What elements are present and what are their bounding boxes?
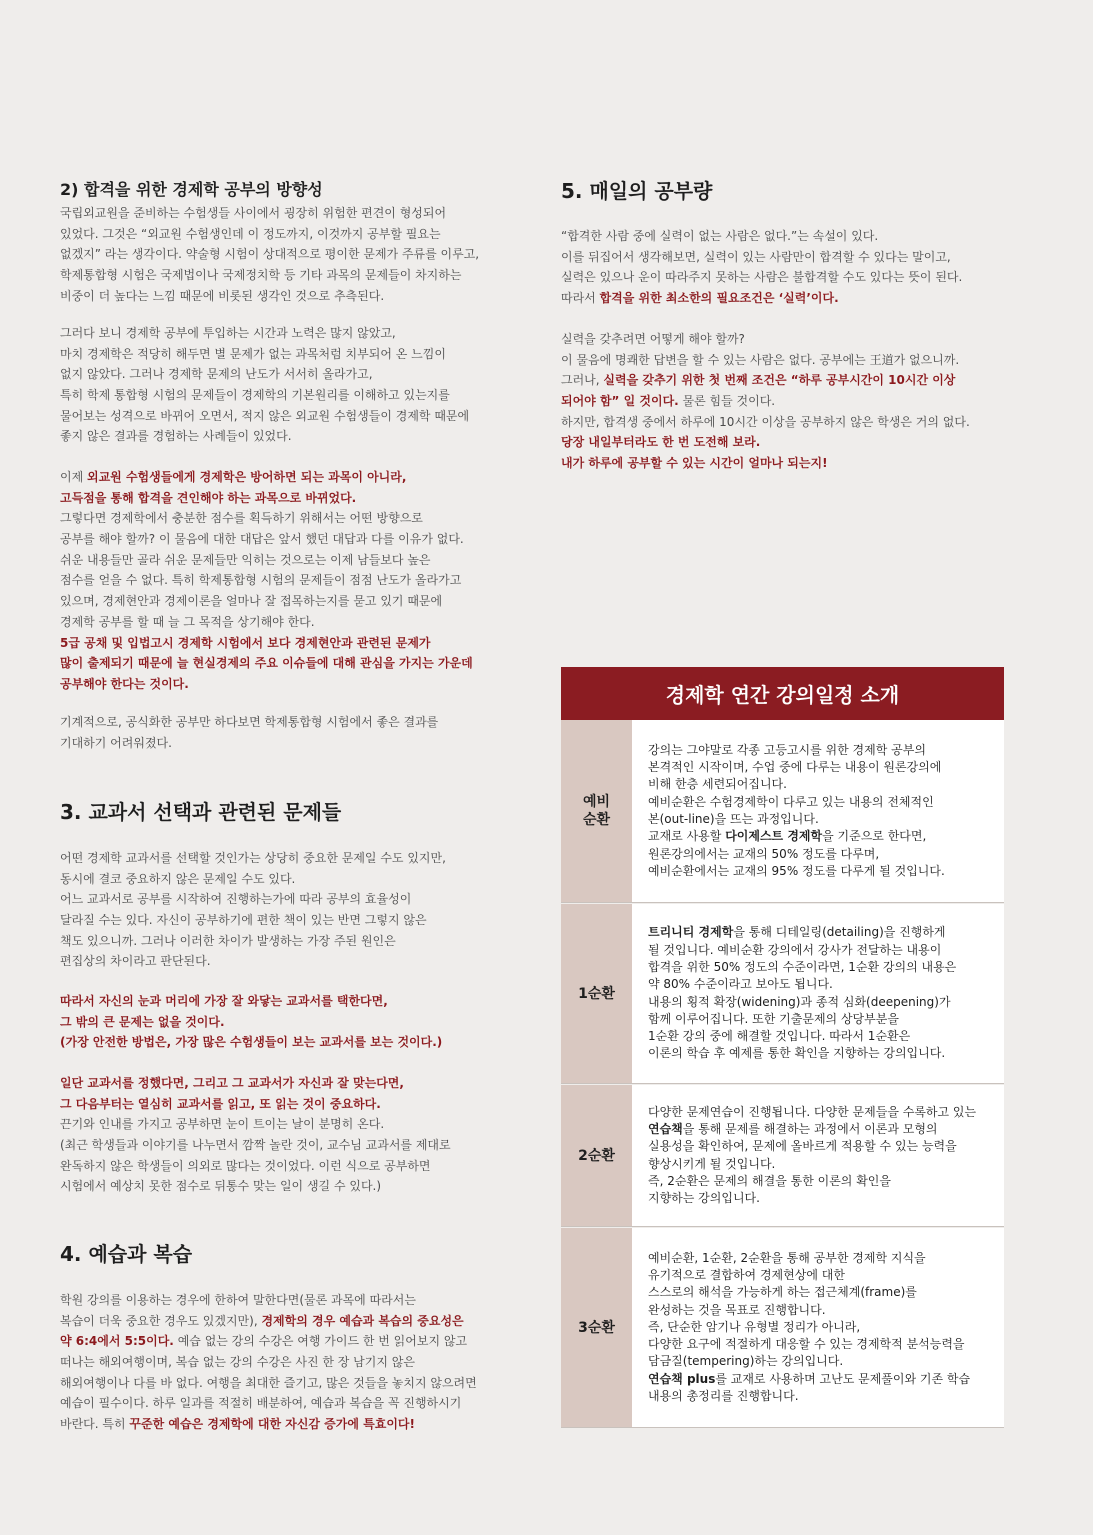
row-content [632,720,1004,902]
text-line: 향상시키게 될 것입니다. [648,1156,776,1171]
row-content [632,1228,1004,1427]
text-line: 기대하기 어려워졌다. [60,735,172,750]
highlight-text: 내가 하루에 공부할 수 있는 시간이 얼마나 되는지! [561,456,828,471]
text-line: 이를 뒤집어서 생각해보면, 실력이 있는 사람만이 합격할 수 있다는 말이고, [561,249,951,264]
text-line: 내용의 횡적 확장(widening)과 종적 심화(deepening)가 [648,994,951,1009]
text-line: 될 것입니다. 예비순환 강의에서 강사가 전달하는 내용이 [648,942,942,957]
text-line [561,288,1004,309]
section-5-paragraph-2 [561,329,1004,474]
text-line: 그렇다면 경제학에서 충분한 점수를 획득하기 위해서는 어떤 방향으로 [60,511,423,526]
text-line: 원론강의에서는 교재의 50% 정도를 다루며, [648,846,880,861]
text-line: 유기적으로 결합하여 경제현상에 대한 [648,1267,845,1282]
text-line: 편집상의 차이라고 판단된다. [60,954,211,969]
table-row [561,904,1004,1084]
text-line: 점수를 얻을 수 없다. 특히 학제통합형 시험의 문제들이 점점 난도가 올라가고 [60,573,462,588]
highlight-text: 많이 출제되기 때문에 늘 현실경제의 주요 이슈들에 대해 관심을 가지는 가운데 [60,656,473,671]
highlight-text: 약 6:4에서 5:5이다. [60,1334,174,1349]
text-line: 다양한 문제연습이 진행됩니다. 다양한 문제들을 수록하고 있는 [648,1104,977,1119]
text-line: 예비순환, 1순환, 2순환을 통해 공부한 경제학 지식을 [648,1250,926,1265]
text-line [561,391,1004,412]
bold-text: 연습책 [648,1121,683,1136]
text-line: 특히 학제 통합형 시험의 문제들이 경제학의 기본원리를 이해하고 있는지를 [60,388,450,403]
row-label-line: 예비 [582,794,611,810]
text-line: 기계적으로, 공식화한 공부만 하다보면 학제통합형 시험에서 좋은 결과를 [60,715,439,729]
text-line: 쉬운 내용들만 골라 쉬운 문제들만 익히는 것으로는 이제 남들보다 높은 [60,552,431,567]
section-5-title: 5. 매일의 공부량 [561,179,713,203]
text-line: 완독하지 않은 학생들이 의외로 많다는 것이었다. 이런 식으로 공부하면 [60,1158,431,1173]
text-segment: 을 기준으로 한다면, [822,829,927,844]
text-line: 강의는 그야말로 각종 고등고시를 위한 경제학 공부의 [648,742,926,757]
row-label [561,720,632,902]
section-2-paragraph-4 [60,712,510,753]
text-line: 예습이 필수이다. 하루 일과를 적절히 배분하여, 예습과 복습을 꼭 진행하시기 [60,1396,462,1411]
text-line: 지향하는 강의입니다. [648,1191,760,1206]
text-line [60,1331,510,1352]
text-line: 실력은 있으나 운이 따라주지 못하는 사람은 불합격할 수도 있다는 뜻이 된다. [561,270,963,285]
text-line: 예비순환에서는 교재의 95% 정도를 다루게 될 것입니다. [648,863,945,878]
text-line: 1순환 강의 중에 해결할 것입니다. 따라서 1순환은 [648,1029,911,1044]
highlight-text: 그 다음부터는 열심히 교과서를 읽고, 또 읽는 것이 중요하다. [60,1096,381,1111]
text-line: 실력을 갖추려면 어떻게 해야 할까? [561,332,745,346]
section-5-paragraph-1 [561,226,1004,309]
text-line: 시험에서 예상치 못한 점수로 뒤통수 맞는 일이 생길 수 있다.) [60,1179,382,1194]
text-line: 끈기와 인내를 가지고 공부하면 눈이 트이는 날이 분명히 온다. [60,1117,385,1132]
table-row [561,720,1004,903]
text-line: 함께 이루어집니다. 또한 기출문제의 상당부분을 [648,1011,899,1026]
text-segment: 그러나, [561,373,604,388]
text-line: 하지만, 합격생 중에서 하루에 10시간 이상을 공부하지 않은 학생은 거의 없다. [561,414,970,429]
text-line: 없겠지” 라는 생각이다. 약술형 시험이 상대적으로 평이한 문제가 주류를 이루고, [60,247,480,262]
text-line [561,370,1004,391]
section-3-paragraph-1 [60,848,510,972]
text-line: 공부를 해야 할까? 이 물음에 대한 대답은 앞서 했던 대답과 다를 이유가 없다. [60,532,464,547]
text-line [60,1414,510,1435]
row-content [632,1085,1004,1226]
text-line: 실용성을 확인하여, 문제에 올바르게 적용할 수 있는 능력을 [648,1139,957,1154]
highlight-text: 고득점을 통해 합격을 견인해야 하는 과목으로 바뀌었다. [60,490,357,505]
text-line: 물어보는 성격으로 바뀌어 오면서, 적지 않은 외교원 수험생들이 경제학 때문에 [60,408,470,423]
text-segment: 바란다. 특히 [60,1417,130,1432]
table-row [561,1085,1004,1227]
text-line: 해외여행이나 다를 바 없다. 여행을 최대한 즐기고, 많은 것들을 놓치지 않으려면 [60,1375,477,1390]
text-line: (최근 학생들과 이야기를 나누면서 깜짝 놀란 것이, 교수님 교과서를 제대로 [60,1138,451,1153]
text-segment: 물론 힘들 것이다. [678,394,776,409]
highlight-text: 일단 교과서를 정했다면, 그리고 그 교과서가 자신과 잘 맞는다면, [60,1076,404,1090]
text-line: 본(out-line)을 뜨는 과정입니다. [648,812,819,826]
text-line: 어느 교과서로 공부를 시작하여 진행하는가에 따라 공부의 효율성이 [60,892,412,907]
bold-text: 연습책 plus [648,1371,716,1386]
text-line: 비해 한층 세련되어집니다. [648,777,787,792]
text-line: 즉, 2순환은 문제의 해결을 통한 이론의 확인을 [648,1173,891,1188]
text-line: 학제통합형 시험은 국제법이나 국제정치학 등 기타 과목의 문제들이 차지하는 [60,268,462,283]
row-label: 3순환 [561,1228,632,1427]
highlight-text: 경제학의 경우 예습과 복습의 중요성은 [261,1313,464,1328]
text-segment: 교재로 사용할 [648,829,726,844]
highlight-text: 5급 공채 및 입법고시 경제학 시험에서 보다 경제현안과 관련된 문제가 [60,635,431,650]
highlight-text: 따라서 자신의 눈과 머리에 가장 잘 와닿는 교과서를 택한다면, [60,994,388,1008]
highlight-text: 공부해야 한다는 것이다. [60,676,189,691]
text-line: 달라질 수는 있다. 자신이 공부하기에 편한 책이 있는 반면 그렇지 않은 [60,913,427,928]
text-line: 비중이 더 높다는 느낌 때문에 비롯된 생각인 것으로 추측된다. [60,288,385,303]
text-segment: 예습 없는 강의 수강은 여행 가이드 한 번 읽어보지 않고 [173,1334,468,1349]
text-line: 경제학 공부를 할 때 늘 그 목적을 상기해야 한다. [60,614,315,629]
highlight-text: 그 밖의 큰 문제는 없을 것이다. [60,1014,225,1029]
text-line: 좋지 않은 결과를 경험하는 사례들이 있었다. [60,429,292,444]
highlight-text: 외교원 수험생들에게 경제학은 방어하면 되는 과목이 아니라, [87,470,407,484]
text-segment: 을 통해 디테일링(detailing)을 진행하게 [733,925,946,940]
text-line [648,828,945,845]
text-line [60,467,510,488]
text-line: 이론의 학습 후 예제를 통한 확인을 지향하는 강의입니다. [648,1046,946,1061]
text-line: 본격적인 시작이며, 수업 중에 다루는 내용이 원론강의에 [648,760,942,775]
section-2-paragraph-3 [60,467,510,695]
text-line: 학원 강의를 이용하는 경우에 한하여 말한다면(물론 과목에 따라서는 [60,1293,416,1307]
bold-text: 다이제스트 경제학 [725,829,823,844]
text-line: 내용의 총정리를 진행합니다. [648,1389,799,1404]
section-2-paragraph-1 [60,203,510,306]
text-line: “합격한 사람 중에 실력이 없는 사람은 없다.”는 속설이 있다. [561,229,879,243]
section-2-paragraph-2 [60,323,510,447]
text-line: 담금질(tempering)하는 강의입니다. [648,1354,844,1369]
row-label: 2순환 [561,1085,632,1226]
text-line: 마치 경제학은 적당히 해두면 별 문제가 없는 과목처럼 치부되어 온 느낌이 [60,346,446,361]
section-3-paragraph-3 [60,1073,510,1197]
section-2-title: 2) 합격을 위한 경제학 공부의 방향성 [60,180,323,199]
text-line: 어떤 경제학 교과서를 선택할 것인가는 상당히 중요한 문제일 수도 있지만, [60,851,446,865]
highlight-text: 되어야 함” 일 것이다. [561,394,679,409]
text-line: 그러다 보니 경제학 공부에 투입하는 시간과 노력은 많지 않았고, [60,326,396,340]
text-line: 합격을 위한 50% 정도의 수준이라면, 1순환 강의의 내용은 [648,959,957,974]
row-label-line: 순환 [582,812,611,828]
text-segment: 를 교재로 사용하며 고난도 문제풀이와 기존 학습 [715,1371,971,1386]
text-line [648,924,956,941]
text-line: 다양한 요구에 적절하게 대응할 수 있는 경제학적 분석능력을 [648,1337,965,1352]
text-line: 있으며, 경제현안과 경제이론을 얼마나 잘 접목하는지를 묻고 있기 때문에 [60,594,443,609]
section-4-paragraph [60,1290,510,1435]
text-line [60,1311,510,1332]
text-line [648,1371,970,1388]
row-content [632,904,1004,1083]
section-3-paragraph-2 [60,991,510,1053]
text-line: 책도 있으니까. 그러나 이러한 차이가 발생하는 가장 주된 원인은 [60,933,396,948]
text-line: 약 80% 수준이라고 보아도 됩니다. [648,977,833,992]
bold-text: 트리니티 경제학 [648,925,734,940]
text-segment: 이제 [60,470,87,484]
table-row [561,1228,1004,1428]
highlight-text: 꾸준한 예습은 경제학에 대한 자신감 증가에 특효이다! [129,1417,415,1432]
text-line: 완성하는 것을 목표로 진행합니다. [648,1302,826,1317]
highlight-text: 합격을 위한 최소한의 필요조건은 ‘실력’이다. [599,291,839,306]
text-line: 예비순환은 수험경제학이 다루고 있는 내용의 전체적인 [648,794,934,809]
text-line: 스스로의 해석을 가능하게 하는 접근체계(frame)를 [648,1285,917,1300]
row-label: 1순환 [561,904,632,1083]
text-segment: 복습이 더욱 중요한 경우도 있겠지만), [60,1313,262,1328]
text-line: 있었다. 그것은 “외교원 수험생인데 이 정도까지, 이것까지 공부할 필요는 [60,226,441,241]
highlight-text: 실력을 갖추기 위한 첫 번째 조건은 “하루 공부시간이 10시간 이상 [603,373,956,388]
text-line: 없지 않았다. 그러나 경제학 문제의 난도가 서서히 올라가고, [60,367,373,382]
text-line: 즉, 단순한 암기나 유형별 정리가 아니라, [648,1319,861,1334]
highlight-text: (가장 안전한 방법은, 가장 많은 수험생들이 보는 교과서를 보는 것이다.) [60,1035,443,1050]
section-3-title: 3. 교과서 선택과 관련된 문제들 [60,800,342,824]
section-4-title: 4. 예습과 복습 [60,1242,193,1266]
highlight-text: 당장 내일부터라도 한 번 도전해 보라. [561,435,761,450]
text-line [648,1121,976,1138]
text-segment: 을 통해 문제를 해결하는 과정에서 이론과 모형의 [682,1121,938,1136]
text-line: 동시에 결코 중요하지 않은 문제일 수도 있다. [60,871,296,886]
text-line: 국립외교원을 준비하는 수험생들 사이에서 굉장히 위험한 편견이 형성되어 [60,206,447,220]
text-line: 떠나는 해외여행이며, 복습 없는 강의 수강은 사진 한 장 남기지 않은 [60,1355,415,1370]
text-segment: 따라서 [561,291,600,306]
schedule-table-title: 경제학 연간 강의일정 소개 [561,667,1004,720]
text-line: 이 물음에 명쾌한 답변을 할 수 있는 사람은 없다. 공부에는 王道가 없으니까. [561,352,960,367]
